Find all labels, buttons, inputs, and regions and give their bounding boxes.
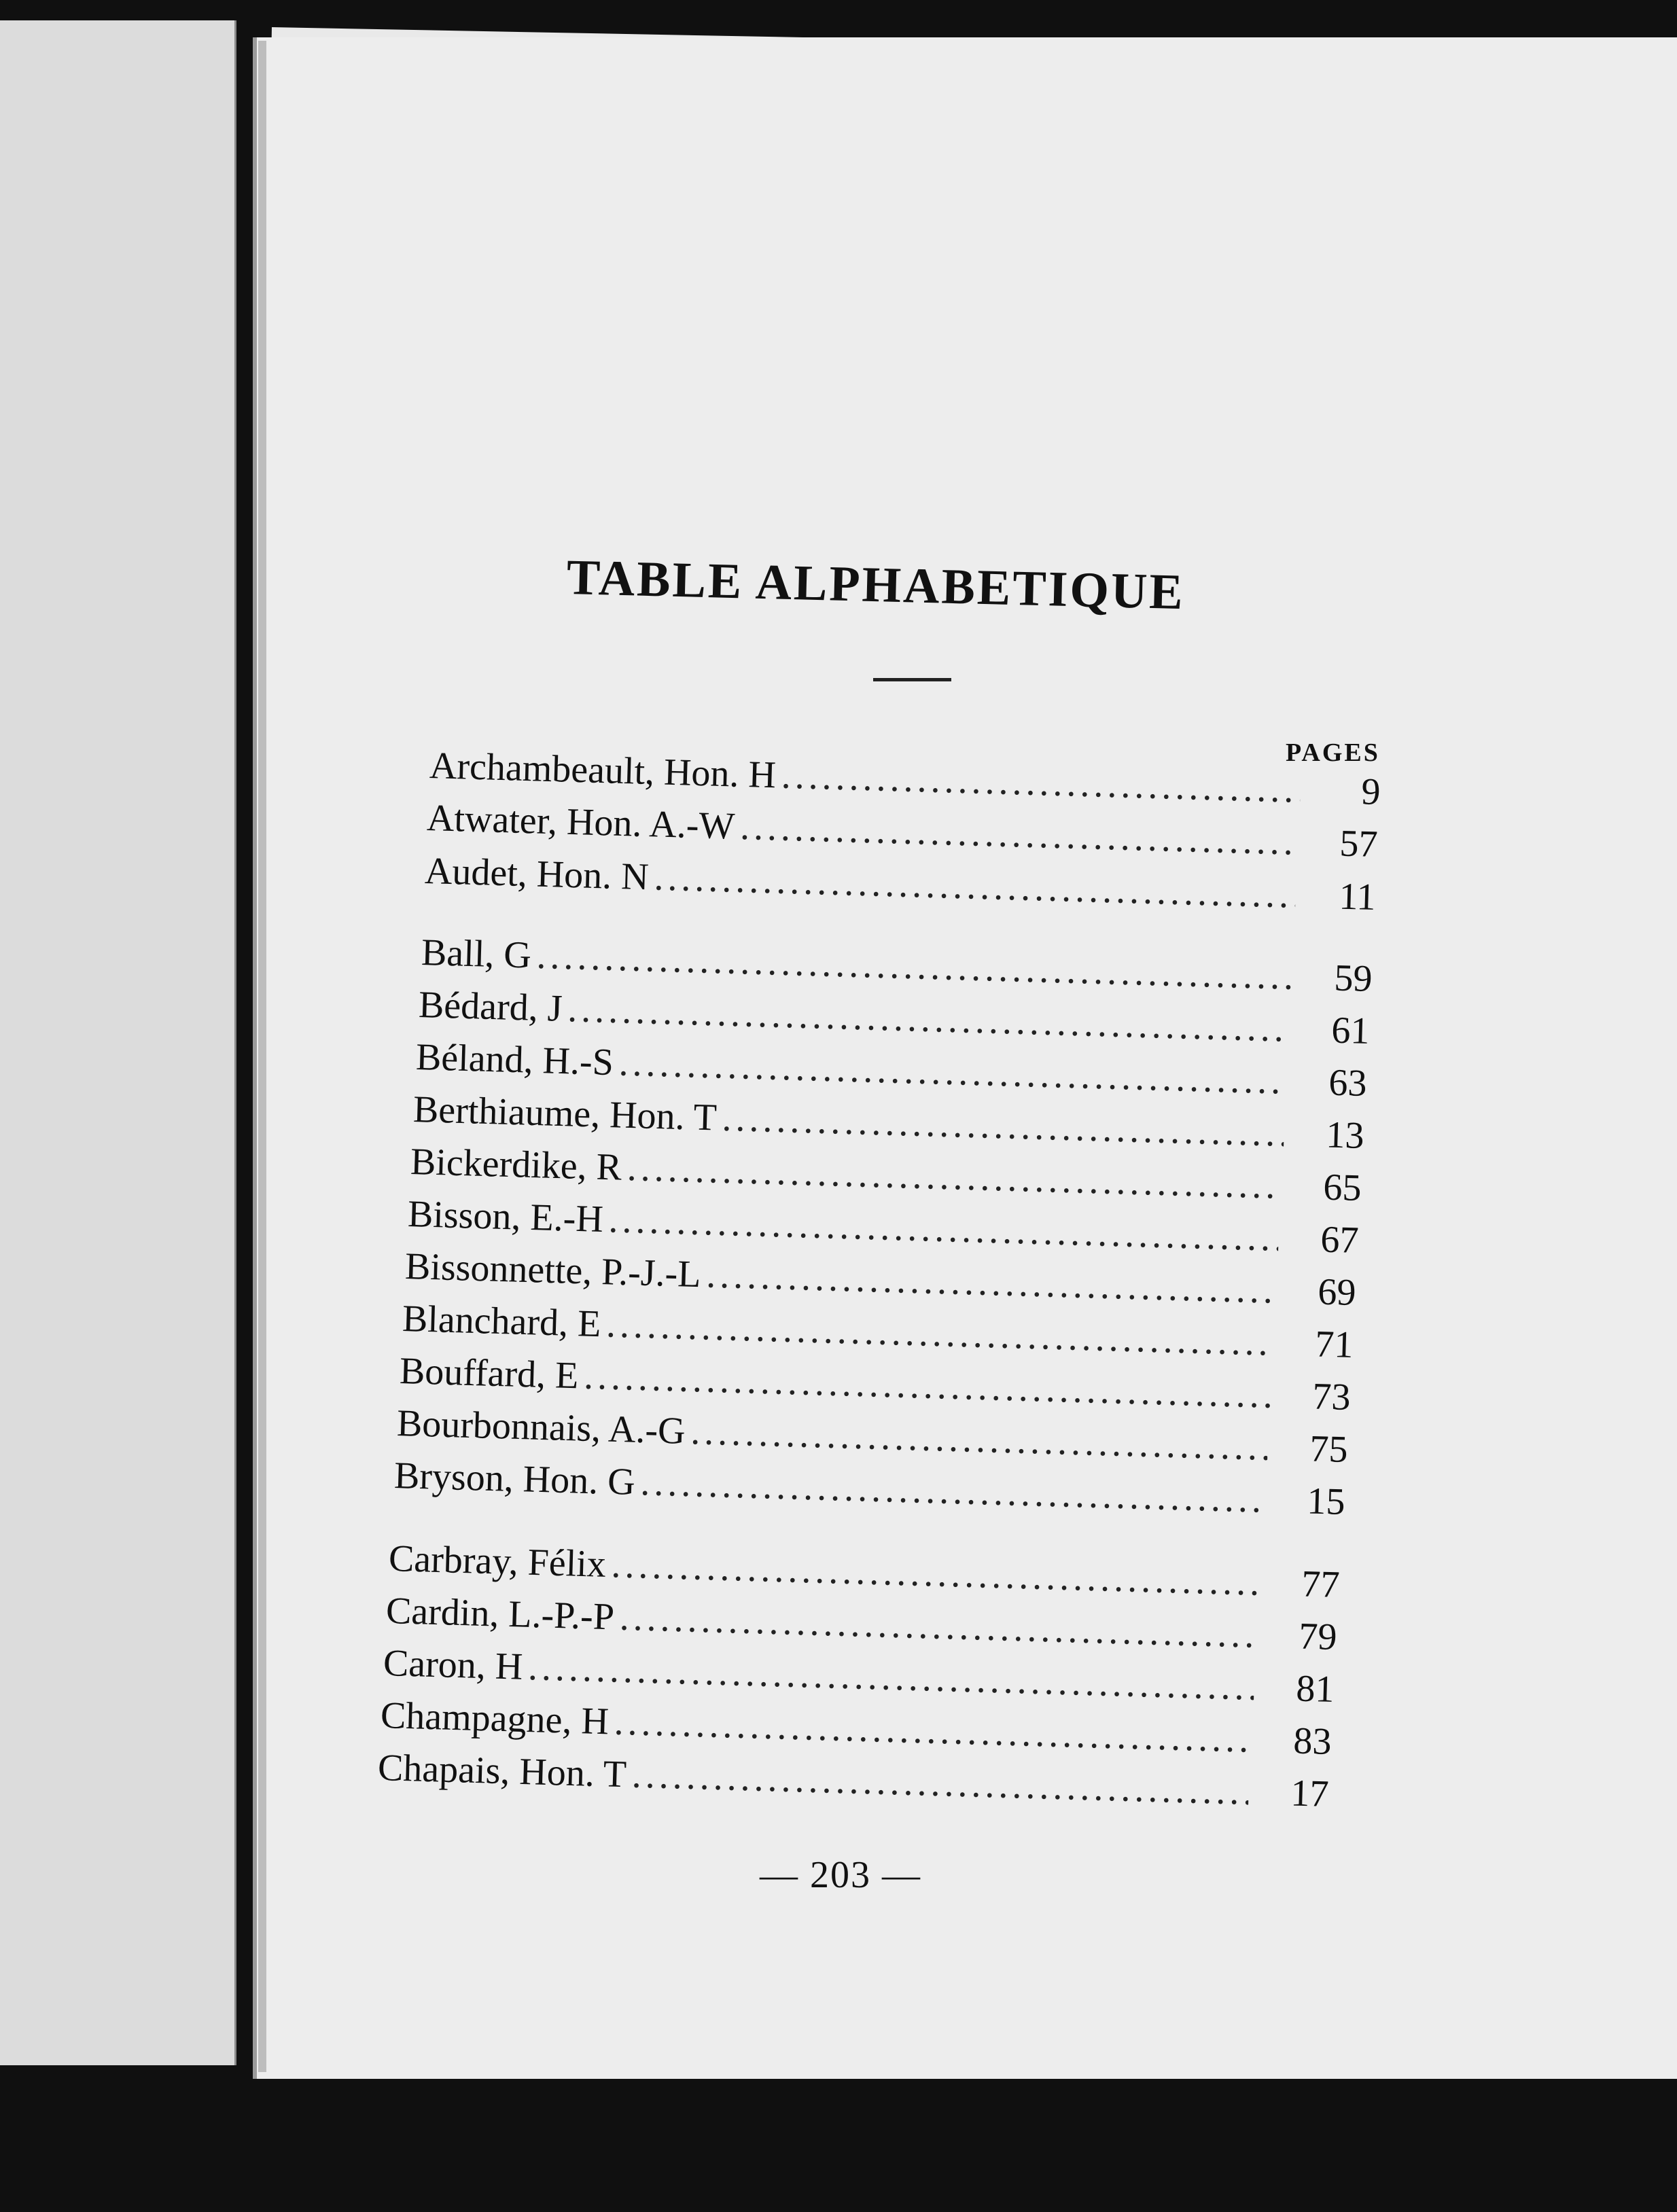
entry-page: 71 xyxy=(1314,1323,1354,1367)
leader-dots xyxy=(781,753,1301,811)
entry-name: Archambeault, Hon. H xyxy=(429,745,777,797)
leader-dots xyxy=(706,1253,1277,1312)
entry-name: Bouffard, E xyxy=(399,1350,580,1397)
entry-page: 61 xyxy=(1330,1009,1371,1053)
leader-dots xyxy=(611,1543,1260,1605)
entry-page: 73 xyxy=(1311,1375,1352,1419)
entry-page: 65 xyxy=(1322,1166,1362,1210)
entry-page: 67 xyxy=(1320,1218,1360,1262)
leader-dots xyxy=(739,805,1298,864)
entry-page: 57 xyxy=(1339,822,1379,866)
entry-page: 59 xyxy=(1333,957,1373,1001)
entry-page: 17 xyxy=(1290,1772,1330,1816)
entry-page: 63 xyxy=(1328,1061,1368,1105)
entry-name: Bissonnette, P.-J.-L xyxy=(404,1245,702,1296)
entry-name: Bryson, Hon. G xyxy=(393,1455,636,1503)
page-title: TABLE ALPHABETIQUE xyxy=(565,549,1186,621)
entry-name: Bédard, J xyxy=(418,984,563,1030)
entry-page: 83 xyxy=(1292,1719,1332,1764)
entry-page: 77 xyxy=(1301,1563,1341,1607)
entry-name: Caron, H xyxy=(383,1642,524,1688)
entry-page: 13 xyxy=(1325,1113,1365,1158)
leader-dots xyxy=(722,1096,1285,1156)
entry-name: Carbray, Félix xyxy=(388,1537,607,1586)
entry-page: 81 xyxy=(1295,1667,1335,1711)
page-number: — 203 — xyxy=(760,1854,921,1896)
entry-name: Audet, Hon. N xyxy=(424,850,650,899)
entry-page: 69 xyxy=(1317,1270,1357,1315)
entry-page: 15 xyxy=(1306,1480,1346,1524)
entry-name: Bourbonnais, A.-G xyxy=(396,1402,686,1452)
pages-column-header: PAGES xyxy=(1286,738,1380,767)
entry-name: Berthiaume, Hon. T xyxy=(412,1088,718,1139)
entry-name: Ball, G xyxy=(421,931,532,977)
entry-name: Chapais, Hon. T xyxy=(377,1747,627,1796)
entry-page: 79 xyxy=(1298,1615,1338,1659)
entry-name: Bisson, E.-H xyxy=(407,1193,604,1241)
entry-page: 75 xyxy=(1309,1427,1349,1471)
entry-page: 11 xyxy=(1338,875,1377,919)
entry-name: Cardin, L.-P.-P xyxy=(385,1590,615,1639)
entry-page: 9 xyxy=(1360,770,1381,814)
entry-name: Béland, H.-S xyxy=(415,1036,614,1084)
leader-dots xyxy=(690,1410,1269,1469)
entry-name: Champagne, H xyxy=(380,1694,610,1743)
entry-name: Atwater, Hon. A.-W xyxy=(426,797,736,848)
entry-name: Bickerdike, R xyxy=(410,1141,622,1189)
entry-name: Blanchard, E xyxy=(402,1298,602,1346)
